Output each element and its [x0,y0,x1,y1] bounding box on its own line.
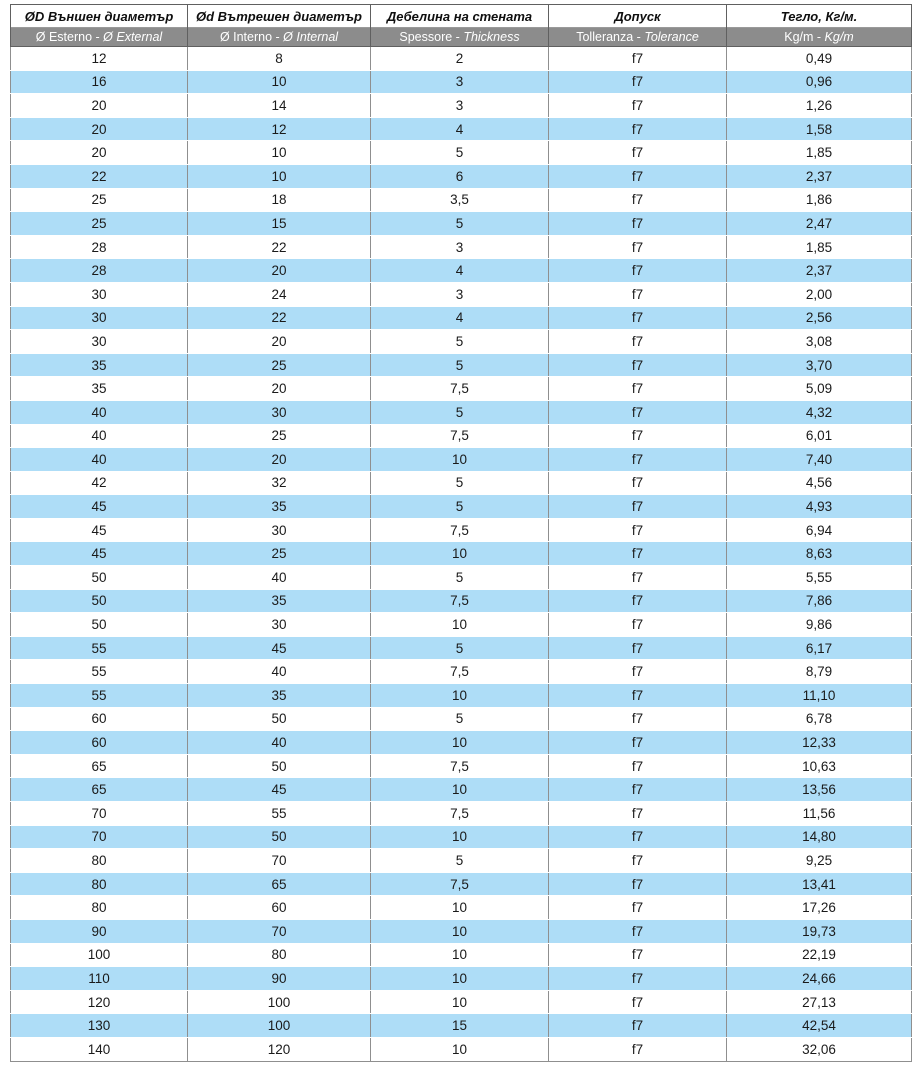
weight-cell: 5,55 [727,566,912,590]
wall-thickness-cell: 10 [371,943,549,967]
table-header [11,5,912,47]
tolerance-cell: f7 [549,306,727,330]
table-row [11,1037,912,1061]
table-row [11,943,912,967]
header-plain-text: Kg/m - [784,30,825,44]
header-tolerance-en [549,28,727,47]
inner-diameter-cell: 30 [188,518,371,542]
wall-thickness-cell: 2 [371,47,549,71]
outer-diameter-cell: 45 [11,518,188,542]
outer-diameter-cell: 12 [11,47,188,71]
inner-diameter-cell: 25 [188,424,371,448]
table-row [11,731,912,755]
outer-diameter-cell: 50 [11,566,188,590]
weight-cell: 6,78 [727,707,912,731]
header-italic-text: Tolerance [644,30,699,44]
table-row [11,872,912,896]
outer-diameter-cell: 100 [11,943,188,967]
inner-diameter-cell: 15 [188,212,371,236]
table-body [11,47,912,1062]
tolerance-cell: f7 [549,990,727,1014]
outer-diameter-cell: 80 [11,896,188,920]
tolerance-cell: f7 [549,495,727,519]
weight-cell: 12,33 [727,731,912,755]
tolerance-cell: f7 [549,377,727,401]
tolerance-cell: f7 [549,896,727,920]
wall-thickness-cell: 5 [371,330,549,354]
weight-cell: 1,58 [727,117,912,141]
wall-thickness-cell: 3 [371,70,549,94]
outer-diameter-cell: 65 [11,754,188,778]
weight-cell: 13,56 [727,778,912,802]
inner-diameter-cell: 20 [188,259,371,283]
wall-thickness-cell: 7,5 [371,802,549,826]
outer-diameter-cell: 65 [11,778,188,802]
table-row [11,825,912,849]
tolerance-cell: f7 [549,684,727,708]
weight-cell: 10,63 [727,754,912,778]
table-row [11,353,912,377]
tolerance-cell: f7 [549,330,727,354]
outer-diameter-cell: 110 [11,967,188,991]
outer-diameter-cell: 140 [11,1037,188,1061]
table-row [11,1014,912,1038]
wall-thickness-cell: 4 [371,306,549,330]
outer-diameter-cell: 30 [11,306,188,330]
table-row [11,424,912,448]
tolerance-cell: f7 [549,471,727,495]
tolerance-cell: f7 [549,259,727,283]
inner-diameter-cell: 50 [188,754,371,778]
table-row [11,684,912,708]
wall-thickness-cell: 10 [371,613,549,637]
weight-cell: 19,73 [727,919,912,943]
tolerance-cell: f7 [549,731,727,755]
tolerance-cell: f7 [549,754,727,778]
inner-diameter-cell: 25 [188,542,371,566]
outer-diameter-cell: 20 [11,141,188,165]
wall-thickness-cell: 5 [371,566,549,590]
inner-diameter-cell: 14 [188,94,371,118]
tolerance-cell: f7 [549,802,727,826]
weight-cell: 2,47 [727,212,912,236]
header-outer-diameter-bg: ØD Външен диаметър [11,5,188,28]
outer-diameter-cell: 45 [11,542,188,566]
table-row [11,282,912,306]
inner-diameter-cell: 20 [188,448,371,472]
wall-thickness-cell: 15 [371,1014,549,1038]
wall-thickness-cell: 10 [371,896,549,920]
weight-cell: 1,85 [727,235,912,259]
weight-cell: 1,86 [727,188,912,212]
inner-diameter-cell: 30 [188,400,371,424]
wall-thickness-cell: 7,5 [371,872,549,896]
weight-cell: 2,37 [727,259,912,283]
wall-thickness-cell: 10 [371,990,549,1014]
weight-cell: 32,06 [727,1037,912,1061]
table-row [11,518,912,542]
wall-thickness-cell: 10 [371,1037,549,1061]
weight-cell: 2,56 [727,306,912,330]
inner-diameter-cell: 35 [188,495,371,519]
table-row [11,919,912,943]
table-row [11,896,912,920]
wall-thickness-cell: 4 [371,117,549,141]
tolerance-cell: f7 [549,967,727,991]
weight-cell: 11,56 [727,802,912,826]
table-row [11,70,912,94]
tolerance-cell: f7 [549,353,727,377]
tolerance-cell: f7 [549,919,727,943]
table-row [11,188,912,212]
header-weight-bg: Тегло, Кг/м. [727,5,912,28]
weight-cell: 1,85 [727,141,912,165]
inner-diameter-cell: 35 [188,684,371,708]
wall-thickness-cell: 10 [371,731,549,755]
outer-diameter-cell: 80 [11,872,188,896]
header-outer-diameter-en [11,28,188,47]
outer-diameter-cell: 60 [11,707,188,731]
table-row [11,400,912,424]
weight-cell: 8,63 [727,542,912,566]
inner-diameter-cell: 18 [188,188,371,212]
wall-thickness-cell: 7,5 [371,518,549,542]
outer-diameter-cell: 130 [11,1014,188,1038]
wall-thickness-cell: 5 [371,495,549,519]
wall-thickness-cell: 3 [371,235,549,259]
header-italic-text: Ø Internal [283,30,339,44]
wall-thickness-cell: 4 [371,259,549,283]
inner-diameter-cell: 10 [188,164,371,188]
outer-diameter-cell: 30 [11,330,188,354]
weight-cell: 13,41 [727,872,912,896]
tolerance-cell: f7 [549,636,727,660]
table-row [11,802,912,826]
outer-diameter-cell: 60 [11,731,188,755]
wall-thickness-cell: 10 [371,684,549,708]
table-row [11,235,912,259]
weight-cell: 2,37 [727,164,912,188]
table-row [11,613,912,637]
tolerance-cell: f7 [549,117,727,141]
header-row-italian-english [11,28,912,47]
wall-thickness-cell: 7,5 [371,589,549,613]
weight-cell: 27,13 [727,990,912,1014]
inner-diameter-cell: 45 [188,778,371,802]
wall-thickness-cell: 5 [371,707,549,731]
inner-diameter-cell: 50 [188,707,371,731]
wall-thickness-cell: 3 [371,94,549,118]
header-plain-text: Ø Esterno - [35,30,104,44]
table-row [11,967,912,991]
inner-diameter-cell: 22 [188,306,371,330]
weight-cell: 7,86 [727,589,912,613]
table-row [11,306,912,330]
tolerance-cell: f7 [549,282,727,306]
outer-diameter-cell: 35 [11,353,188,377]
wall-thickness-cell: 10 [371,778,549,802]
outer-diameter-cell: 20 [11,94,188,118]
tube-dimensions-table [10,4,912,1062]
table-row [11,117,912,141]
tolerance-cell: f7 [549,164,727,188]
wall-thickness-cell: 10 [371,448,549,472]
wall-thickness-cell: 5 [371,400,549,424]
table-row [11,754,912,778]
wall-thickness-cell: 5 [371,353,549,377]
outer-diameter-cell: 70 [11,802,188,826]
weight-cell: 14,80 [727,825,912,849]
table-row [11,259,912,283]
header-row-bulgarian [11,5,912,28]
inner-diameter-cell: 10 [188,70,371,94]
tolerance-cell: f7 [549,188,727,212]
inner-diameter-cell: 20 [188,377,371,401]
inner-diameter-cell: 80 [188,943,371,967]
weight-cell: 24,66 [727,967,912,991]
tolerance-cell: f7 [549,825,727,849]
outer-diameter-cell: 90 [11,919,188,943]
outer-diameter-cell: 40 [11,400,188,424]
tolerance-cell: f7 [549,400,727,424]
table-row [11,164,912,188]
outer-diameter-cell: 50 [11,589,188,613]
outer-diameter-cell: 28 [11,259,188,283]
outer-diameter-cell: 55 [11,660,188,684]
outer-diameter-cell: 25 [11,212,188,236]
header-plain-text: Spessore - [399,30,464,44]
weight-cell: 4,56 [727,471,912,495]
tolerance-cell: f7 [549,1014,727,1038]
tolerance-cell: f7 [549,1037,727,1061]
inner-diameter-cell: 20 [188,330,371,354]
header-tolerance-bg: Допуск [549,5,727,28]
tolerance-cell: f7 [549,943,727,967]
weight-cell: 9,25 [727,849,912,873]
inner-diameter-cell: 35 [188,589,371,613]
table-row [11,448,912,472]
weight-cell: 2,00 [727,282,912,306]
weight-cell: 6,94 [727,518,912,542]
tolerance-cell: f7 [549,448,727,472]
table-row [11,495,912,519]
inner-diameter-cell: 55 [188,802,371,826]
inner-diameter-cell: 40 [188,660,371,684]
outer-diameter-cell: 28 [11,235,188,259]
inner-diameter-cell: 70 [188,919,371,943]
weight-cell: 5,09 [727,377,912,401]
outer-diameter-cell: 45 [11,495,188,519]
outer-diameter-cell: 55 [11,636,188,660]
header-italic-text: Ø External [103,30,163,44]
tolerance-cell: f7 [549,141,727,165]
wall-thickness-cell: 6 [371,164,549,188]
wall-thickness-cell: 10 [371,542,549,566]
tolerance-cell: f7 [549,660,727,684]
table-row [11,330,912,354]
table-row [11,47,912,71]
table-row [11,377,912,401]
inner-diameter-cell: 65 [188,872,371,896]
outer-diameter-cell: 16 [11,70,188,94]
inner-diameter-cell: 24 [188,282,371,306]
table-row [11,660,912,684]
outer-diameter-cell: 40 [11,424,188,448]
inner-diameter-cell: 40 [188,731,371,755]
weight-cell: 1,26 [727,94,912,118]
tolerance-cell: f7 [549,566,727,590]
weight-cell: 11,10 [727,684,912,708]
tolerance-cell: f7 [549,212,727,236]
wall-thickness-cell: 10 [371,825,549,849]
inner-diameter-cell: 100 [188,1014,371,1038]
weight-cell: 9,86 [727,613,912,637]
inner-diameter-cell: 25 [188,353,371,377]
header-inner-diameter-en [188,28,371,47]
tolerance-cell: f7 [549,849,727,873]
wall-thickness-cell: 5 [371,212,549,236]
weight-cell: 17,26 [727,896,912,920]
header-thickness-en [371,28,549,47]
inner-diameter-cell: 8 [188,47,371,71]
header-plain-text: Ø Interno - [219,30,284,44]
table-row [11,707,912,731]
table-row [11,94,912,118]
table-row [11,636,912,660]
outer-diameter-cell: 30 [11,282,188,306]
inner-diameter-cell: 100 [188,990,371,1014]
table-row [11,471,912,495]
header-inner-diameter-bg: Ød Вътрешен диаметър [188,5,371,28]
inner-diameter-cell: 12 [188,117,371,141]
weight-cell: 7,40 [727,448,912,472]
header-wall-thickness-bg: Дебелина на стената [371,5,549,28]
inner-diameter-cell: 10 [188,141,371,165]
tolerance-cell: f7 [549,235,727,259]
outer-diameter-cell: 50 [11,613,188,637]
wall-thickness-cell: 7,5 [371,754,549,778]
weight-cell: 4,93 [727,495,912,519]
wall-thickness-cell: 10 [371,919,549,943]
table-row [11,778,912,802]
outer-diameter-cell: 20 [11,117,188,141]
inner-diameter-cell: 22 [188,235,371,259]
outer-diameter-cell: 25 [11,188,188,212]
tolerance-cell: f7 [549,70,727,94]
weight-cell: 3,70 [727,353,912,377]
tolerance-cell: f7 [549,778,727,802]
tolerance-cell: f7 [549,94,727,118]
outer-diameter-cell: 120 [11,990,188,1014]
table-row [11,589,912,613]
wall-thickness-cell: 5 [371,849,549,873]
inner-diameter-cell: 90 [188,967,371,991]
table-row [11,141,912,165]
tolerance-cell: f7 [549,613,727,637]
inner-diameter-cell: 60 [188,896,371,920]
outer-diameter-cell: 22 [11,164,188,188]
inner-diameter-cell: 120 [188,1037,371,1061]
outer-diameter-cell: 35 [11,377,188,401]
wall-thickness-cell: 3,5 [371,188,549,212]
weight-cell: 0,49 [727,47,912,71]
outer-diameter-cell: 42 [11,471,188,495]
inner-diameter-cell: 32 [188,471,371,495]
wall-thickness-cell: 5 [371,471,549,495]
outer-diameter-cell: 40 [11,448,188,472]
wall-thickness-cell: 7,5 [371,377,549,401]
wall-thickness-cell: 5 [371,141,549,165]
tolerance-cell: f7 [549,707,727,731]
inner-diameter-cell: 30 [188,613,371,637]
outer-diameter-cell: 55 [11,684,188,708]
table-row [11,990,912,1014]
outer-diameter-cell: 80 [11,849,188,873]
table-row [11,212,912,236]
wall-thickness-cell: 5 [371,636,549,660]
tolerance-cell: f7 [549,542,727,566]
header-italic-text: Thickness [463,30,520,44]
tolerance-cell: f7 [549,47,727,71]
weight-cell: 3,08 [727,330,912,354]
weight-cell: 6,17 [727,636,912,660]
wall-thickness-cell: 10 [371,967,549,991]
tolerance-cell: f7 [549,518,727,542]
header-italic-text: Kg/m [824,30,854,44]
tolerance-cell: f7 [549,872,727,896]
tolerance-cell: f7 [549,424,727,448]
inner-diameter-cell: 40 [188,566,371,590]
weight-cell: 4,32 [727,400,912,424]
inner-diameter-cell: 45 [188,636,371,660]
tolerance-cell: f7 [549,589,727,613]
weight-cell: 22,19 [727,943,912,967]
inner-diameter-cell: 70 [188,849,371,873]
wall-thickness-cell: 3 [371,282,549,306]
header-plain-text: Tolleranza - [576,30,645,44]
weight-cell: 8,79 [727,660,912,684]
wall-thickness-cell: 7,5 [371,660,549,684]
weight-cell: 0,96 [727,70,912,94]
table-row [11,566,912,590]
inner-diameter-cell: 50 [188,825,371,849]
weight-cell: 42,54 [727,1014,912,1038]
weight-cell: 6,01 [727,424,912,448]
wall-thickness-cell: 7,5 [371,424,549,448]
table-row [11,849,912,873]
header-weight-en [727,28,912,47]
table-row [11,542,912,566]
outer-diameter-cell: 70 [11,825,188,849]
